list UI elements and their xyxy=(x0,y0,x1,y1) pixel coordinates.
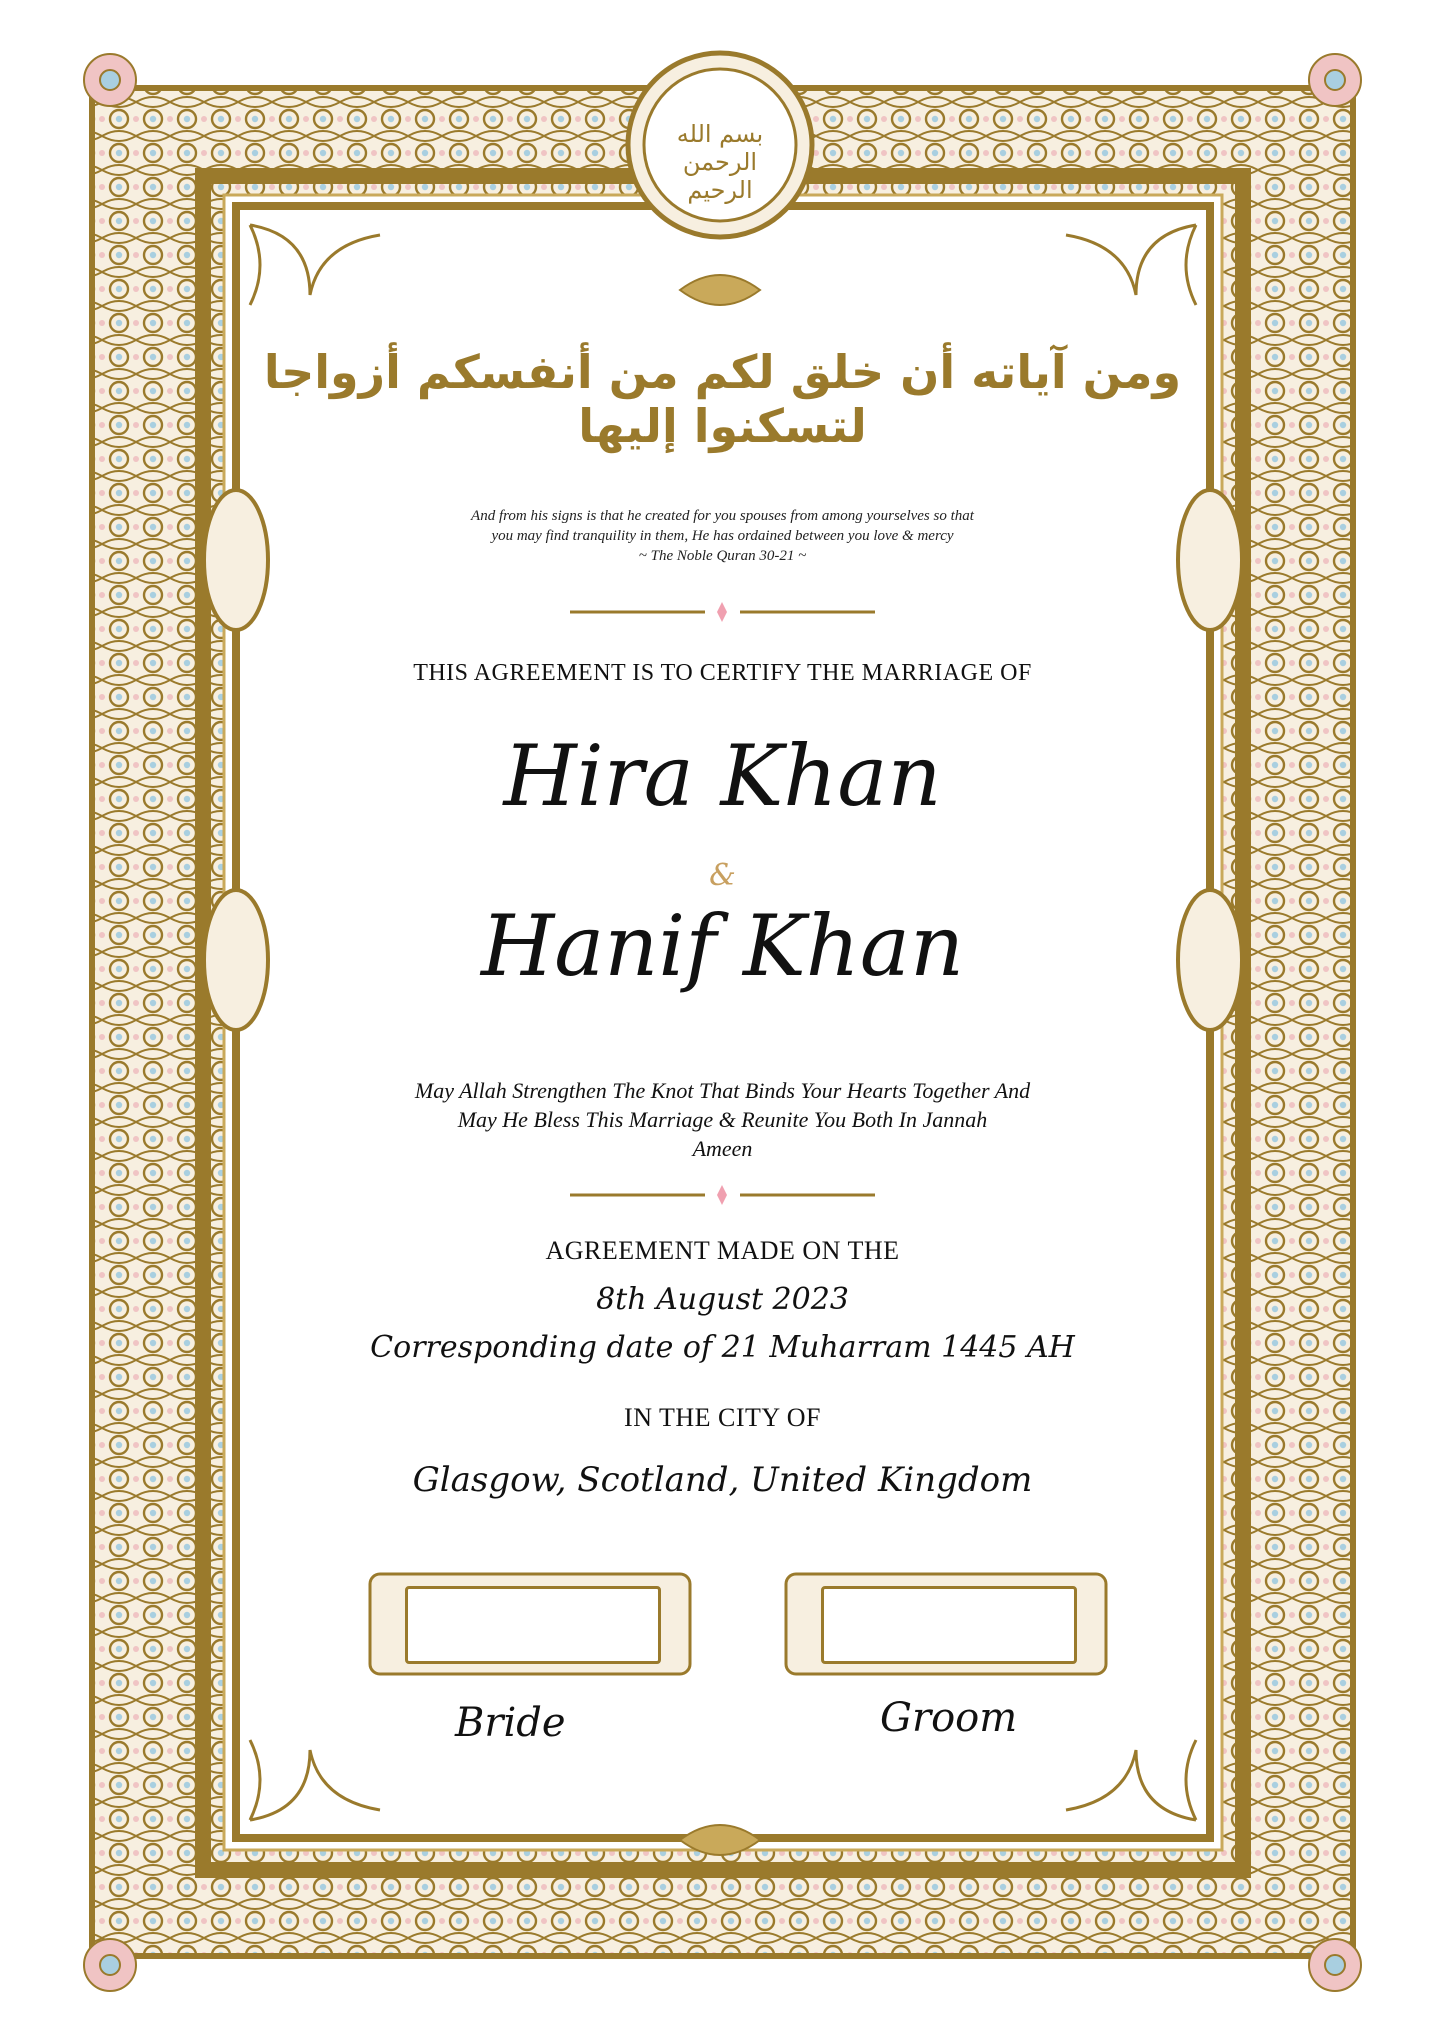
agreement-heading: AGREEMENT MADE ON THE xyxy=(545,1236,900,1265)
verse-translation-line1: And from his signs is that he created for you spouses from among yourselves so that xyxy=(471,508,974,524)
bride-name: Hira Khan xyxy=(503,727,942,825)
verse-reference: ~ The Noble Quran 30-21 ~ xyxy=(638,548,807,564)
date-hijri: Corresponding date of 21 Muharram 1445 AH xyxy=(370,1330,1075,1365)
city-value: Glasgow, Scotland, United Kingdom xyxy=(412,1460,1033,1500)
blessing-text xyxy=(240,1076,1205,1163)
bride-label: Bride xyxy=(455,1700,566,1746)
blessing-line1: May Allah Strengthen The Knot That Binds Your Hearts Together And xyxy=(414,1078,1031,1103)
verse-translation-line2: you may find tranquility in them, He has ordained between you love & mercy xyxy=(491,528,954,544)
blessing-line3: Ameen xyxy=(692,1136,753,1161)
ampersand: & xyxy=(709,858,736,893)
verse-translation xyxy=(240,506,1205,566)
bride-signature-box[interactable] xyxy=(405,1586,661,1664)
bismillah-calligraphy: بسم الله الرحمن الرحيم xyxy=(676,120,764,204)
groom-label: Groom xyxy=(880,1695,1018,1741)
city-heading: IN THE CITY OF xyxy=(624,1403,821,1432)
groom-name: Hanif Khan xyxy=(480,897,965,995)
certify-heading: THIS AGREEMENT IS TO CERTIFY THE MARRIAGE OF xyxy=(413,660,1032,686)
blessing-line2: May He Bless This Marriage & Reunite You Both In Jannah xyxy=(457,1107,988,1132)
quran-verse-calligraphy: ومن آياته أن خلق لكم من أنفسكم أزواجا لتسكنوا إليها xyxy=(263,345,1182,453)
date-gregorian: 8th August 2023 xyxy=(596,1282,849,1317)
groom-signature-box[interactable] xyxy=(821,1586,1077,1664)
